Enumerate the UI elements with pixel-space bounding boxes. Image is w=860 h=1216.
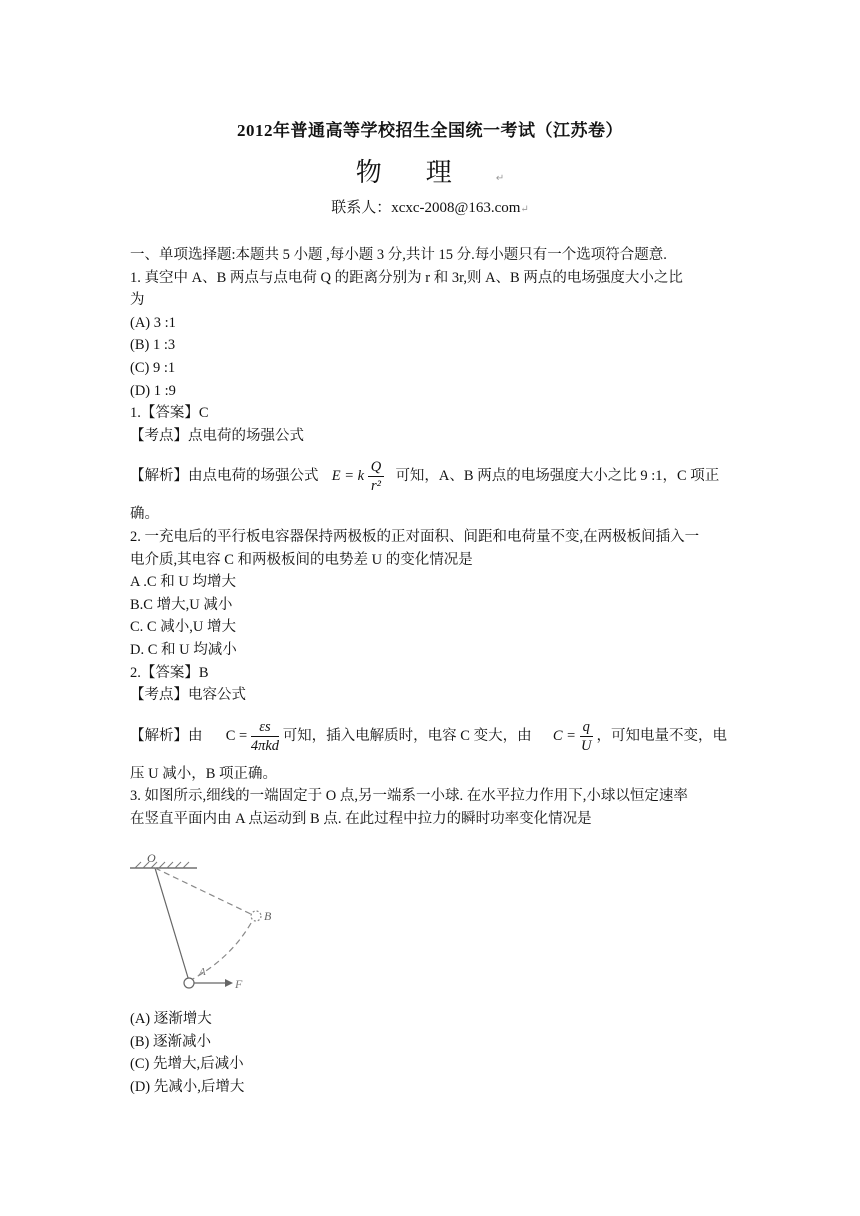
label-o: O [147, 851, 156, 865]
q3-option-b: (B) 逐渐减小 [130, 1033, 211, 1050]
ceiling-hatch [135, 862, 189, 868]
q2-answer: 2.【答案】B [130, 664, 209, 681]
label-a: A [199, 966, 206, 978]
q2-stem-line-1: 2. 一充电后的平行板电容器保持两极板的正对面积、间距和电荷量不变,在两极板间插入一 [130, 528, 700, 545]
q1-option-c: (C) 9 :1 [130, 359, 176, 376]
string-solid [155, 868, 189, 981]
contact-text: 联系人：xcxc-2008@163.com [331, 200, 521, 216]
q1-option-a: (A) 3 :1 [130, 314, 176, 331]
q2-analysis-line [130, 707, 730, 757]
arrow-head-icon [225, 979, 233, 987]
exam-title: 2012年普通高等学校招生全国统一考试（江苏卷） [237, 121, 623, 140]
q1-formula-lhs: E = k [331, 468, 365, 485]
q2-formula1-fraction [251, 718, 279, 755]
q2-option-a: A .C 和 U 均增大 [130, 574, 236, 591]
q2-point: 【考点】电容公式 [130, 687, 246, 704]
q1-analysis-pre: 【解析】由点电荷的场强公式 [130, 468, 319, 485]
q1-analysis-end: 确。 [130, 506, 159, 523]
q2-formula1-lhs: C = [225, 727, 248, 744]
q2-formula2-lhs: C = [552, 727, 576, 744]
paragraph-mark-icon: ↵ [520, 204, 529, 215]
contact-line [0, 196, 860, 217]
q1-option-b: (B) 1 :3 [130, 337, 176, 354]
q2-formula2-fraction [580, 718, 593, 755]
q1-option-d: (D) 1 :9 [130, 382, 176, 399]
q2-analysis-end: 压 U 减小，B 项正确。 [130, 765, 278, 782]
paragraph-mark-icon: ↵ [495, 173, 505, 184]
q1-answer: 1.【答案】C [130, 405, 209, 422]
document-body [130, 244, 730, 830]
label-f: F [235, 977, 243, 991]
q1-formula-den: r² [370, 478, 381, 495]
q2-formula1-num: εs [251, 718, 279, 737]
q1-analysis-post: 可知，A、B 两点的电场强度大小之比 9 :1，C 项正 [395, 468, 720, 485]
q2-analysis-post: ，可知电量不变，电 [596, 727, 727, 744]
q1-point: 【考点】点电荷的场强公式 [130, 427, 304, 444]
pendulum-figure [125, 848, 295, 998]
q3-option-d: (D) 先减小,后增大 [130, 1078, 245, 1095]
q1-formula-fraction [368, 458, 384, 495]
q1-stem-line-2: 为 [130, 292, 145, 309]
q2-option-b: B.C 增大,U 减小 [130, 596, 233, 613]
q1-formula-num: Q [368, 458, 384, 477]
q3-stem-line-2: 在竖直平面内由 A 点运动到 B 点. 在此过程中拉力的瞬时功率变化情况是 [130, 810, 592, 827]
string-dashed [155, 868, 255, 916]
q1-stem-line-1: 1. 真空中 A、B 两点与点电荷 Q 的距离分别为 r 和 3r,则 A、B 两点的电场强度大小之比 [130, 269, 683, 286]
q2-analysis-pre: 【解析】由 [130, 727, 203, 744]
subject-char-2: 理 [425, 158, 452, 188]
q2-formula1-den: 4πkd [250, 737, 280, 754]
q2-formula2-num: q [580, 718, 593, 737]
q2-option-d: D. C 和 U 均减小 [130, 641, 237, 658]
section-heading: 一、单项选择题:本题共 5 小题 ,每小题 3 分,共计 15 分.每小题只有一个选项符合题意. [130, 247, 667, 263]
q3-option-c: (C) 先增大,后减小 [130, 1056, 244, 1073]
subject-heading [0, 152, 860, 189]
q2-stem-line-2: 电介质,其电容 C 和两极板间的电势差 U 的变化情况是 [130, 551, 473, 568]
q3-option-a: (A) 逐渐增大 [130, 1011, 212, 1027]
q3-stem-line-1: 3. 如图所示,细线的一端固定于 O 点,另一端系一小球. 在水平拉力作用下,小球以恒定速率 [130, 788, 688, 805]
q2-formula2-den: U [580, 737, 592, 754]
ball-b [251, 911, 261, 921]
q2-analysis-mid: 可知，插入电解质时，电容 C 变大，由 [282, 727, 532, 744]
q1-analysis-line [130, 447, 730, 497]
q3-options [130, 1008, 730, 1098]
q2-option-c: C. C 减小,U 增大 [130, 619, 236, 636]
ball-a [184, 978, 194, 988]
label-b: B [264, 909, 272, 923]
subject-char-1: 物 [355, 158, 382, 188]
